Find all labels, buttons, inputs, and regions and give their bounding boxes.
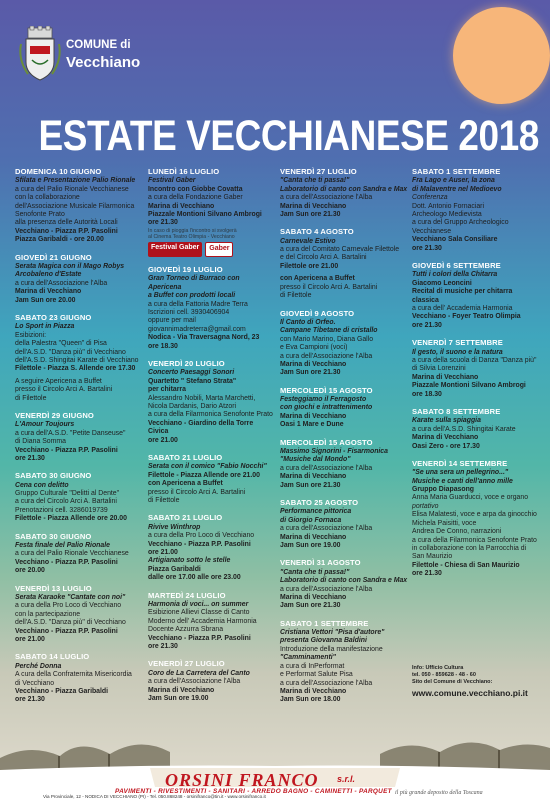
event-line: a cura dell'A.S.D. "Petite Danseuse" — [15, 429, 126, 437]
event-date: SABATO 4 AGOSTO — [280, 227, 354, 237]
event-line: e del Circolo Arci A. Bartalini — [280, 254, 367, 262]
sponsor-name: ORSINI FRANCO — [165, 770, 319, 790]
event-line: a cura dell'Associazione l'Alba — [280, 525, 373, 533]
event-logos — [148, 242, 274, 257]
event-item — [412, 167, 546, 253]
event-line: Fra Lago e Auser, la zona — [412, 177, 495, 185]
event-line: Laboratorio di canto con Sandra e Max — [280, 185, 408, 193]
event-line: In caso di pioggia l'incontro si svolgerà — [148, 227, 237, 234]
event-line: Piazzale Montioni Silvano Ambrogi — [412, 382, 526, 390]
event-line: Marina di Vecchiano — [280, 412, 347, 420]
event-line: Piazzale Montioni Silvano Ambrogi — [148, 210, 262, 218]
event-line: a cura dell'Associazione l'Alba — [280, 352, 373, 360]
event-line: Docente Azzurra Sbrana — [148, 626, 224, 634]
event-item — [148, 513, 274, 582]
event-line: e Performat Salute Pisa — [280, 671, 353, 679]
event-date: VENERDÌ 20 LUGLIO — [148, 359, 225, 369]
event-line: Senofonte Prato — [15, 210, 65, 218]
event-line: Prenotazioni cell. 3286019739 — [15, 506, 108, 514]
event-line: Introduzione della manifestazione — [280, 645, 383, 653]
event-line: Gran Torneo di Burraco con Apericena — [148, 275, 240, 291]
event-item — [15, 584, 143, 645]
event-line: A seguire Apericena a Buffet — [15, 377, 102, 385]
event-line: Esibizioni: — [15, 331, 47, 339]
event-date: SABATO 14 LUGLIO — [15, 652, 90, 662]
event-line: Il Canto di Orfeo. — [280, 318, 336, 326]
event-line: Festival Gaber — [148, 177, 196, 185]
event-line: Marina di Vecchiano — [412, 434, 479, 442]
event-line: a cura della Filarmonica Senofonte Prato — [412, 536, 537, 544]
event-line: Marina di Vecchiano — [280, 360, 347, 368]
event-line: dell'A.S.D. "Danza più" di Vecchiano — [15, 348, 126, 356]
event-line: Filettole - Chiesa di San Maurizio — [412, 561, 520, 569]
event-date: MERCOLEDÌ 15 AGOSTO — [280, 437, 373, 447]
event-line: della Palestra "Queen" di Pisa — [15, 340, 107, 348]
event-line: in collaborazione con la Parrocchia di — [412, 545, 527, 553]
event-line: Coro de La Carretera del Canto — [148, 669, 250, 677]
event-line: per chitarra — [148, 386, 186, 394]
event-line: portativo — [412, 502, 439, 510]
event-line: Vecchiano - Piazza P.P. Pasolini — [148, 634, 251, 642]
event-line: Filettole - Piazza Allende ore 20.00 — [15, 515, 127, 523]
event-line: L'Amour Toujours — [15, 421, 75, 429]
event-line: ore 21.30 — [15, 696, 45, 704]
event-date: SABATO 1 SETTEMBRE — [412, 167, 501, 176]
event-line: ore 18.30 — [412, 390, 442, 398]
event-line: Il gesto, il suono e la natura — [412, 348, 503, 356]
event-line: "Canta che ti passa!" — [280, 177, 350, 185]
event-line: Artigianato sotto le stelle — [148, 557, 231, 565]
sun-circle — [453, 7, 550, 104]
event-date: SABATO 23 GIUGNO — [15, 312, 92, 322]
event-line: Vecchiano - Giardino della Torre Civica — [148, 419, 254, 436]
event-line: Oasi Zero - ore 17.30 — [412, 442, 480, 450]
event-line: Recital di musiche per chitarra — [412, 288, 513, 296]
event-line: con la partecipazione — [15, 610, 81, 618]
event-line: Iscrizioni cell. 3930406904 — [148, 308, 230, 316]
event-line: a cura del Gruppo Archeologico — [412, 219, 509, 227]
event-item — [15, 532, 143, 576]
event-line: dell'A.S.D. "Danza più" di Vecchiano — [15, 619, 126, 627]
event-line: Festeggiamo il Ferragosto — [280, 396, 367, 404]
event-line: ore 21.30 — [15, 454, 45, 462]
event-item — [148, 453, 274, 505]
events-column-4 — [412, 167, 546, 587]
event-item — [280, 498, 408, 550]
event-item — [280, 227, 408, 300]
event-line: Vecchiano - Piazza P.P. Pasolini — [15, 227, 118, 235]
event-line: Laboratorio di canto con Sandra e Max — [280, 577, 408, 585]
event-line: a cura della Fattoria Madre Terra — [148, 300, 248, 308]
event-line: a cura del Circolo Arci A. Bartalini — [15, 498, 117, 506]
event-line: ore 21.30 — [412, 570, 442, 578]
event-item — [148, 359, 274, 445]
event-line: Perché Donna — [15, 662, 62, 670]
event-line: e Eva Campioni (voci) — [280, 344, 348, 352]
event-line: ore 21.00 — [15, 636, 45, 644]
events-column-2 — [148, 167, 274, 711]
event-date: LUNEDÌ 16 LUGLIO — [148, 167, 220, 176]
event-line: Filettole - Piazza S. Allende ore 17.30 — [15, 365, 136, 373]
event-date: MARTEDÌ 24 LUGLIO — [148, 590, 226, 600]
event-line: Marina di Vecchiano — [15, 288, 82, 296]
event-item — [412, 459, 546, 579]
sponsor-tagline: il più grande deposito della Toscana — [395, 790, 483, 796]
event-line: ore 18.30 — [148, 342, 178, 350]
event-item — [280, 558, 408, 610]
event-line: Marina di Vecchiano — [280, 202, 347, 210]
event-date: VENERDÌ 14 SETTEMBRE — [412, 458, 508, 468]
event-line: di Vecchiano — [15, 679, 55, 687]
event-line: dalle ore 17.00 alle ore 23.00 — [148, 574, 241, 582]
event-line: Tutti i colori della Chitarra — [412, 271, 498, 279]
info-site-label: Sito del Comune di Vecchiano: — [412, 679, 493, 686]
event-item — [15, 313, 143, 403]
event-line: Marina di Vecchiano — [280, 533, 347, 541]
event-item — [15, 411, 143, 463]
event-line: di Diana Somma — [15, 438, 66, 446]
event-line: Marina di Vecchiano — [280, 687, 347, 695]
event-date: GIOVEDÌ 6 SETTEMBRE — [412, 261, 501, 271]
event-item — [15, 167, 143, 245]
event-line: con Mario Marino, Diana Gallo — [280, 335, 374, 343]
event-line: Festa finale del Palio Rionale — [15, 542, 110, 549]
event-date: SABATO 1 SETTEMBRE — [280, 618, 369, 628]
event-line: Incontro con Giobbe Covatta — [148, 185, 243, 193]
event-line: Giacomo Leoncini — [412, 279, 472, 287]
event-line: Cena con delitto — [15, 481, 69, 489]
event-line: Piazza Garibaldi — [148, 565, 201, 573]
event-line: presso il Circolo Arci A. Bartalini — [15, 386, 113, 394]
event-item — [280, 386, 408, 430]
event-line: Serata con il comico "Fabio Nocchi" — [148, 463, 267, 471]
event-line: a cura della scuola di Danza "Danza più" — [412, 356, 537, 364]
event-line: di Silvia Lorenzini — [412, 365, 466, 373]
event-date: VENERDÌ 27 LUGLIO — [148, 659, 225, 669]
event-item — [280, 619, 408, 705]
event-line: a cura della Pro Loco di Vecchiano — [148, 532, 255, 540]
events-columns — [0, 167, 550, 727]
event-line: Vecchiano Sala Consiliare — [412, 236, 498, 244]
event-line: Marina di Vecchiano — [412, 373, 479, 381]
event-line: di Giorgio Fornaca — [280, 516, 342, 524]
event-item — [412, 407, 546, 451]
event-item — [412, 261, 546, 330]
event-line: a cura della Fondazione Gaber — [148, 194, 243, 202]
event-date: GIOVEDÌ 21 GIUGNO — [15, 252, 92, 262]
event-line: Quartetto " Stefano Strata" — [148, 377, 237, 385]
event-line: "Se una sera un pellegrino..." — [412, 469, 509, 477]
sponsor-srl: s.r.l. — [337, 774, 356, 784]
event-line: Alessandro Nobili, Marta Marchetti, — [148, 394, 256, 402]
event-line: Archeologo Medievista — [412, 210, 482, 218]
event-line: Harmonia di voci... on summer — [148, 600, 249, 608]
comune-crest-icon — [18, 26, 62, 84]
event-line: Vecchiano - Piazza P.P. Pasolini — [15, 558, 118, 566]
event-line: alla presenza delle Autorità Locali — [15, 219, 118, 227]
event-line: Anna Maria Guarducci, voce e organo — [412, 494, 529, 502]
event-line: Jam Sun ore 20.00 — [15, 296, 76, 304]
sponsor-address: Via Provinciale, 12 - NODICA DI VECCHIANO (PI) - Tel. 050.868248 - orsinifranco@tin.it - www.orsinifranco.it — [43, 794, 266, 799]
event-line: presso il Circolo Arci A. Bartalini — [148, 488, 246, 496]
event-line: A cura della Confraternita Misericordia — [15, 671, 132, 679]
event-line: Serata Karaoke "Cantate con noi" — [15, 593, 126, 601]
event-line: Performance pittorica — [280, 508, 352, 516]
event-line: Campane Tibetane di cristallo — [280, 327, 378, 335]
event-date: GIOVEDÌ 9 AGOSTO — [280, 308, 355, 318]
event-date: VENERDÌ 31 AGOSTO — [280, 558, 361, 568]
event-item — [148, 167, 274, 257]
event-line: a cura dell'A.S.D. Shingitai Karate — [412, 425, 516, 433]
event-date: SABATO 8 SETTEMBRE — [412, 407, 501, 417]
event-line: a cura dell'Associazione l'Alba — [280, 464, 373, 472]
event-line: con Apericena a Buffet — [280, 275, 355, 283]
event-line: Piazza Garibaldi - ore 20.00 — [15, 236, 104, 244]
event-line: Vecchiano - Foyer Teatro Olimpia — [412, 313, 521, 321]
event-line: "Musiche dal Mondo" — [280, 456, 351, 464]
event-line: ore 21.30 — [148, 643, 178, 651]
event-date: SABATO 30 GIUGNO — [15, 531, 92, 541]
event-line: Jam Sun ore 19.00 — [148, 694, 209, 702]
event-line: Filettole - Piazza Allende ore 21.00 — [148, 471, 260, 479]
event-line: con Apericena a Buffet — [148, 480, 223, 488]
event-line: San Maurizio — [412, 553, 453, 561]
event-line: a cura dell'Associazione l'Alba — [280, 585, 373, 593]
event-line: Filettole ore 21.00 — [280, 262, 339, 270]
event-line: di Filettole — [15, 394, 47, 402]
event-line: Rivive Winthrop — [148, 523, 201, 531]
event-line: oppure per mail — [148, 317, 196, 325]
event-line: Marina di Vecchiano — [280, 593, 347, 601]
info-url-link[interactable]: www.comune.vecchiano.pi.it — [412, 688, 528, 699]
event-line: Nodica - Via Traversagna Nord, 23 — [148, 334, 260, 342]
event-line: a cura dell'Associazione l'Alba — [15, 279, 108, 287]
event-line: Carnevale Estivo — [280, 237, 336, 245]
event-line: "Canta che ti passa!" — [280, 568, 350, 576]
event-line: Massimo Signorini - Fisarmonica — [280, 447, 388, 455]
comune-name: Vecchiano — [66, 54, 141, 71]
event-line: classica — [412, 296, 439, 304]
event-line: Gruppo Culturale "Delitti al Dente" — [15, 490, 120, 498]
events-column-1 — [15, 167, 143, 713]
event-line: Vecchiano - Piazza P.P. Pasolini — [15, 627, 118, 635]
event-line: Jam Sun ore 19.00 — [280, 542, 341, 549]
event-line: Serata Magica con il Mago Robys — [15, 262, 125, 270]
event-line: "Camminamenti" — [280, 654, 336, 662]
event-item — [15, 253, 143, 305]
event-line: a cura dell'Associazione l'Alba — [280, 194, 373, 202]
event-line: ore 21.00 — [148, 436, 178, 444]
event-line: a cura del Comitato Carnevale Filettole — [280, 246, 400, 254]
event-line: Jam Sun ore 18.00 — [280, 696, 341, 704]
event-line: presso il Circolo Arci A. Bartalini — [280, 283, 378, 291]
event-line: Jam Sun ore 21.30 — [280, 481, 341, 489]
event-line: Andrea De Conno, narrazioni — [412, 528, 502, 536]
event-line: Vecchiano - Piazza P.P. Pasolini — [148, 540, 251, 548]
event-line: a Buffet con prodotti locali — [148, 292, 236, 300]
event-date: SABATO 30 GIUGNO — [15, 471, 92, 481]
event-item — [280, 438, 408, 490]
event-line: ore 21.00 — [148, 548, 178, 556]
info-office: Info: Ufficio Cultura — [412, 665, 464, 671]
event-date: SABATO 25 AGOSTO — [280, 498, 359, 508]
event-line: Musiche e canti dell'anno mille — [412, 477, 513, 485]
event-line: Marina di Vecchiano — [148, 686, 215, 694]
event-line: Vecchianese — [412, 227, 452, 235]
event-line: al Cinema Teatro Olimpia - Vecchiano — [148, 234, 235, 241]
event-date: DOMENICA 10 GIUGNO — [15, 167, 102, 176]
gaber-logo: Gaber — [205, 242, 233, 257]
event-line: Jam Sun ore 21.30 — [280, 210, 341, 218]
event-line: a cura di InPerformat — [280, 662, 345, 670]
sponsor-categories: PAVIMENTI - RIVESTIMENTI - SANITARI - ARREDO BAGNO - CAMINETTI - PARQUET — [115, 788, 392, 795]
event-line: a cura della Filarmonica Senofonte Prato — [148, 411, 273, 419]
event-item — [15, 652, 143, 704]
event-line: Elisa Malatesti, voce e arpa da ginocchio — [412, 511, 537, 519]
event-line: Arcobaleno d'Estate — [15, 271, 82, 279]
event-line: giovannimadreterra@gmail.com — [148, 325, 246, 333]
event-line: dell'A.S.D. Shingitai Karate di Vecchiano — [15, 356, 139, 364]
event-line: Jam Sun ore 21.30 — [280, 369, 341, 377]
event-item — [148, 591, 274, 652]
event-item — [280, 309, 408, 378]
event-line: Concerto Paesaggi Sonori — [148, 369, 235, 377]
event-item — [148, 659, 274, 703]
event-item — [280, 167, 408, 219]
event-line: Karate sulla spiaggia — [412, 417, 481, 425]
event-line: Gruppo Diapasong — [412, 486, 475, 494]
event-line: a cura del Palio Rionale Vecchianese — [15, 550, 129, 558]
event-line: a cura dell' Accademia Harmonia — [412, 304, 513, 312]
event-date: VENERDÌ 29 GIUGNO — [15, 411, 94, 421]
event-line: Cristiana Vettori "Pisa d'autore" — [280, 629, 385, 637]
event-date: SABATO 21 LUGLIO — [148, 453, 223, 463]
event-line: Lo Sport in Piazza — [15, 323, 75, 331]
event-date: SABATO 21 LUGLIO — [148, 513, 223, 523]
event-line: Vecchiano - Piazza P.P. Pasolini — [15, 446, 118, 454]
event-date: VENERDÌ 27 LUGLIO — [280, 167, 357, 176]
event-item — [15, 471, 143, 523]
events-column-3 — [280, 167, 408, 713]
event-item — [148, 265, 274, 351]
event-line: di Malaventre nel Medioevo — [412, 185, 502, 193]
info-phone: tel. 050 - 859628 - 48 - 60 — [412, 672, 476, 679]
event-date: VENERDÌ 13 LUGLIO — [15, 583, 92, 593]
page-title: ESTATE VECCHIANESE 2018 — [38, 112, 539, 160]
event-line: ore 21.30 — [148, 219, 178, 227]
event-line: con la collaborazione — [15, 194, 80, 202]
event-line: a cura della Pro Loco di Vecchiano — [15, 602, 122, 610]
event-line: con giochi e intrattenimento — [280, 404, 373, 412]
event-line: presenta Giovanna Baldini — [280, 637, 367, 645]
event-date: VENERDÌ 7 SETTEMBRE — [412, 338, 503, 348]
event-line: Nicola Dardanis, Dario Atzori — [148, 402, 237, 410]
event-line: ore 21.30 — [412, 244, 442, 252]
event-line: di Filettole — [280, 292, 312, 300]
event-line: ore 20.00 — [15, 567, 45, 575]
event-line: Marina di Vecchiano — [148, 202, 215, 210]
event-line: a cura del Palio Rionale Vecchianese — [15, 185, 129, 193]
event-line: Sfilata e Presentazione Palio Rionale — [15, 177, 136, 185]
gaber-logo: Festival Gaber — [148, 242, 202, 257]
event-line: Dott. Antonio Fornaciari — [412, 202, 485, 210]
event-item — [412, 338, 546, 399]
event-line: a cura dell'Associazione l'Alba — [148, 678, 241, 686]
event-line: Esibizione Allievi Classe di Canto — [148, 609, 250, 617]
comune-label: COMUNE di — [66, 39, 131, 51]
event-line: dell'Associazione Musicale Filarmonica — [15, 202, 135, 210]
event-line: ore 21.30 — [412, 321, 442, 329]
event-line: Michela Paisitti, voce — [412, 519, 477, 527]
event-line: Conferenza — [412, 194, 448, 202]
event-line: a cura dell'Associazione l'Alba — [280, 679, 373, 687]
event-line: di Filettole — [148, 497, 180, 505]
event-date: MERCOLEDÌ 15 AGOSTO — [280, 385, 373, 395]
info-box — [412, 665, 546, 699]
event-date: GIOVEDÌ 19 LUGLIO — [148, 265, 223, 274]
event-line: Marina di Vecchiano — [280, 473, 347, 481]
event-line: Moderno dell' Accademia Harmonia — [148, 617, 257, 625]
event-line: Jam Sun ore 21.30 — [280, 602, 341, 610]
event-line: Oasi 1 Mare e Dune — [280, 421, 344, 429]
event-line: Vecchiano - Piazza Garibaldi — [15, 687, 109, 695]
